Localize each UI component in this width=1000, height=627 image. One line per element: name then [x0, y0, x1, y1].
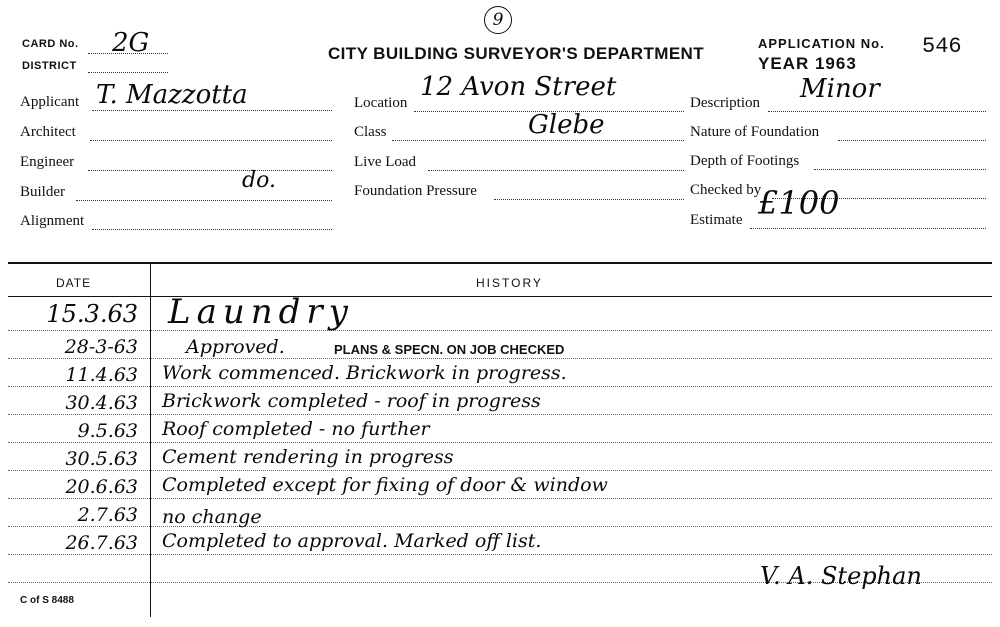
table-top-border [8, 262, 992, 264]
builder-value: do. [242, 168, 276, 193]
nature-of-foundation-label: Nature of Foundation [690, 124, 820, 140]
row-entry: Completed to approval. Marked off list. [162, 530, 542, 552]
row-entry: Completed except for fixing of door & window [162, 474, 608, 496]
applicant-label: Applicant [20, 94, 80, 110]
architect-label: Architect [20, 124, 76, 140]
row-date: 26.7.63 [65, 532, 138, 554]
row-entry: Brickwork completed - roof in progress [162, 390, 541, 412]
description-value: Minor [800, 74, 880, 104]
year-label: YEAR 1963 [758, 54, 857, 73]
row-date: 9.5.63 [77, 420, 138, 442]
district-dotted-line [88, 72, 168, 73]
builder-dotted-line [76, 200, 332, 201]
row-date: 28-3-63 [64, 336, 138, 358]
history-column-header: HISTORY [476, 276, 543, 290]
table-rule [8, 498, 992, 499]
estimate-label: Estimate [690, 212, 743, 228]
engineer-label: Engineer [20, 154, 75, 170]
plans-checked-stamp: PLANS & SPECN. ON JOB CHECKED [334, 342, 565, 357]
row-date: 2.7.63 [77, 504, 138, 526]
description-dotted-line [768, 111, 986, 112]
location-suburb-value: Glebe [528, 110, 605, 140]
checked-by-label: Checked by [690, 182, 762, 198]
district-label: DISTRICT [22, 60, 77, 72]
depth-of-footings-dotted-line [814, 169, 986, 170]
table-rule [8, 442, 992, 443]
row-date: 11.4.63 [65, 364, 138, 386]
alignment-dotted-line [92, 229, 332, 230]
depth-of-footings-label: Depth of Footings [690, 153, 800, 169]
department-title: CITY BUILDING SURVEYOR'S DEPARTMENT [328, 44, 705, 63]
table-rule [8, 330, 992, 331]
table-rule [8, 386, 992, 387]
live-load-dotted-line [428, 170, 684, 171]
class-dotted-line [392, 140, 684, 141]
estimate-value: £100 [758, 184, 840, 222]
card-no-value: 2G [112, 28, 150, 58]
location-value: 12 Avon Street [420, 72, 617, 102]
inspector-signature: V. A. Stephan [760, 562, 922, 590]
applicant-value: T. Mazzotta [96, 80, 248, 110]
nature-of-foundation-dotted-line [838, 140, 986, 141]
row-date: 20.6.63 [65, 476, 138, 498]
foundation-pressure-label: Foundation Pressure [354, 183, 477, 199]
row-entry: Roof completed - no further [162, 418, 430, 440]
row-date: 15.3.63 [46, 300, 138, 328]
page-number: 9 [492, 10, 504, 30]
row-entry: no change [162, 506, 262, 528]
engineer-dotted-line [88, 170, 332, 171]
card-no-label: CARD No. [22, 38, 79, 50]
architect-dotted-line [90, 140, 332, 141]
page-number-circle [484, 6, 512, 34]
row-entry: Cement rendering in progress [162, 446, 454, 468]
application-number-label: APPLICATION No. [758, 36, 885, 51]
location-label: Location [354, 95, 408, 111]
table-rule [8, 470, 992, 471]
row-date: 30.4.63 [65, 392, 138, 414]
live-load-label: Live Load [354, 154, 417, 170]
date-column-header: DATE [56, 276, 92, 290]
form-code: C of S 8488 [20, 595, 74, 606]
table-rule [8, 526, 992, 527]
estimate-dotted-line [750, 228, 986, 229]
table-header-bottom-border [8, 296, 992, 297]
table-rule [8, 554, 992, 555]
row-entry: Approved. [186, 336, 285, 358]
row-date: 30.5.63 [65, 448, 138, 470]
table-rule [8, 358, 992, 359]
row-entry: Work commenced. Brickwork in progress. [162, 362, 567, 384]
row-entry: Laundry [168, 292, 354, 332]
alignment-label: Alignment [20, 213, 85, 229]
class-label: Class [354, 124, 387, 140]
application-number: 546 [922, 34, 962, 59]
foundation-pressure-dotted-line [494, 199, 684, 200]
date-column-divider [150, 262, 151, 617]
description-label: Description [690, 95, 760, 111]
applicant-dotted-line [92, 110, 332, 111]
table-rule [8, 414, 992, 415]
builder-label: Builder [20, 184, 65, 200]
